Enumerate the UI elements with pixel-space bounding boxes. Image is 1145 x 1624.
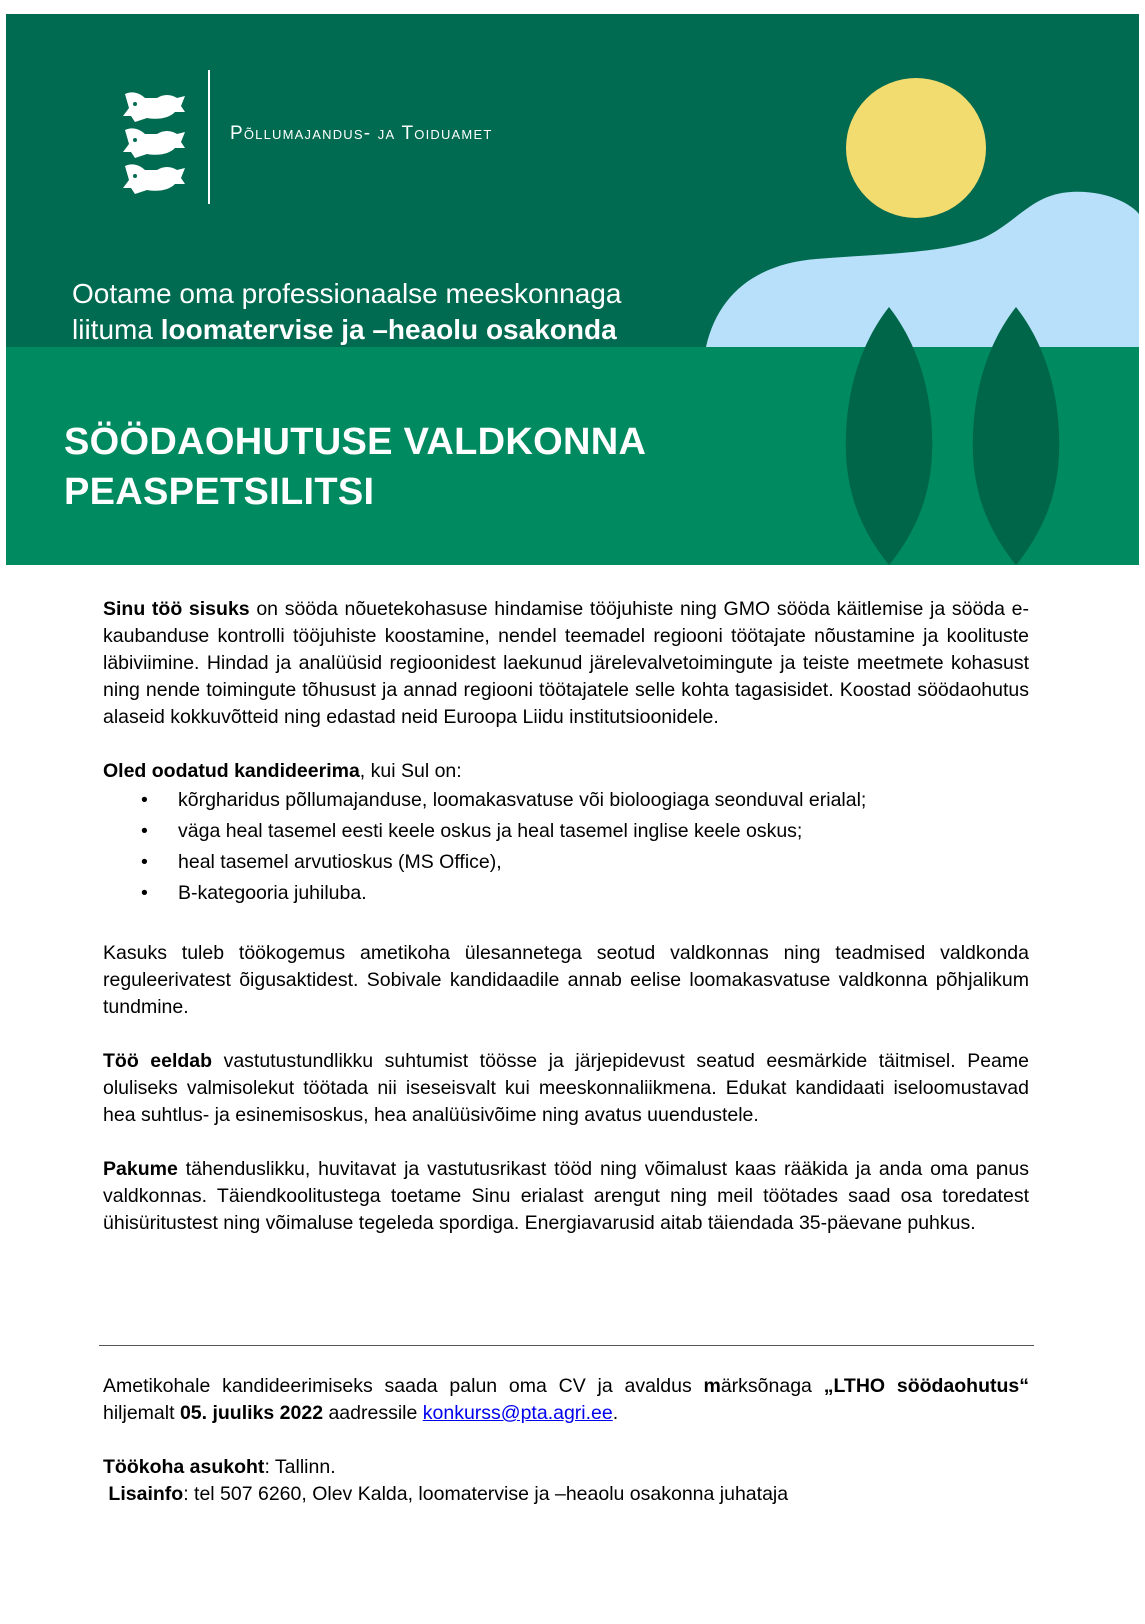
headline-line-1: Ootame oma professionaalse meeskonnaga [72,278,622,309]
work-content-text: on sööda nõuetekohasuse hindamise tööjuhiste ning GMO sööda käitlemise ja sööda e-kaubanduse kontrolli tööjuhiste koostamine, nendel teemadel regiooni töötajate nõustamine ja koolituste läbiviimine. Hindad ja analüüsid regioonidest laekunud järelevalvetoimingute ja teiste meetmete kohasust ning nende toimingute tõhusust ja annad regiooni töötajatele selle kohta tagasisidet. Koostad söödaohutus alaseid kokkuvõtteid ning edastad neid Euroopa Liidu institutsioonidele. [103,598,1029,728]
application-keyword: „LTHO söödaohutus“ [823,1375,1030,1397]
job-title [64,417,646,517]
work-content-paragraph [103,596,1029,731]
application-text: Ametikohale kandideerimiseks saada palun oma CV ja avaldus [103,1375,704,1397]
section-divider [99,1345,1034,1346]
job-description [103,596,1029,1237]
department-name: loomatervise ja –heaolu osakonda [160,314,617,345]
expectations-paragraph [103,1048,1029,1129]
header-banner [6,14,1139,565]
offer-paragraph [103,1156,1029,1237]
organization-name: Põllumajandus- ja Toiduamet [230,123,493,144]
requirements-intro-text: , kui Sul on: [359,760,462,782]
application-text: ärksõnaga [720,1375,824,1397]
application-deadline: 05. juuliks 2022 [179,1402,324,1424]
list-item: • väga heal tasemel eesti keele oskus ja heal tasemel inglise keele oskus; [103,816,1029,847]
application-paragraph [103,1373,1029,1427]
requirements-label: Oled oodatud kandideerima [103,760,360,782]
application-text: hiljemalt [103,1402,180,1424]
expectations-label: Töö eeldab [103,1050,213,1072]
expectations-text: vastutustundlikku suhtumist töösse ja järjepidevust seatud eesmärkide täitmisel. Peame oluliseks valmisolekut töötada nii iseseisvalt kui meeskonnaliikmena. Edukat kandidaati iseloomustavad hea suhtlus- ja esinemisoskus, hea analüüsivõime ning avatus uuendustele. [103,1050,1029,1126]
offer-text: tähenduslikku, huvitavat ja vastutusrikast tööd ning võimalust kaas rääkida ja anda oma panus valdkonnas. Täiendkoolitustega toetame Sinu erialast arengut ning meil töötades saad osa toredatest ühisüritustest ning võimaluse tegeleda spordiga. Energiavarusid aitab täiendada 35-päevane puhkus. [103,1158,1029,1234]
headline-line-2 [72,312,621,348]
job-title-line-2: PEASPETSILITSI [64,471,375,513]
sun-icon [846,78,986,218]
offer-label: Pakume [103,1158,178,1180]
work-content-label: Sinu töö sisuks [103,598,250,620]
info-value: : tel 507 6260, Olev Kalda, loomatervise ja –heaolu osakonna juhataja [183,1483,789,1505]
application-text-bold-m: m [703,1375,721,1397]
location-value: : Tallinn. [264,1456,336,1478]
location-line [103,1454,1029,1481]
list-item: • kõrgharidus põllumajanduse, loomakasvatuse või bioloogiaga seonduval erialal; [103,785,1029,816]
estonian-coat-of-arms-icon [119,88,191,200]
headline-plain-part: liituma [72,314,161,345]
email-link[interactable]: konkurss@pta.agri.ee [422,1402,613,1424]
requirements-intro [103,758,1029,785]
advantage-paragraph: Kasuks tuleb töökogemus ametikoha ülesannetega seotud valdkonnas ning teadmised valdkonda reguleerivatest õigusaktidest. Sobivale kandidaadile annab eelise loomakasvatuse valdkonna põhjalikum tundmine. [103,942,1029,1018]
application-text: aadressile [323,1402,423,1424]
logo-divider [208,70,210,204]
application-text: . [612,1402,619,1424]
job-title-line-1: SÖÖDAOHUTUSE VALDKONNA [64,421,647,463]
info-line [103,1481,1029,1508]
headline [72,276,621,348]
list-item: • B-kategooria juhiluba. [103,878,1029,909]
info-label: Lisainfo [108,1483,184,1505]
location-label: Töökoha asukoht [103,1456,265,1478]
application-info [103,1373,1029,1508]
requirements-list [103,785,1029,909]
list-item: • heal tasemel arvutioskus (MS Office), [103,847,1029,878]
